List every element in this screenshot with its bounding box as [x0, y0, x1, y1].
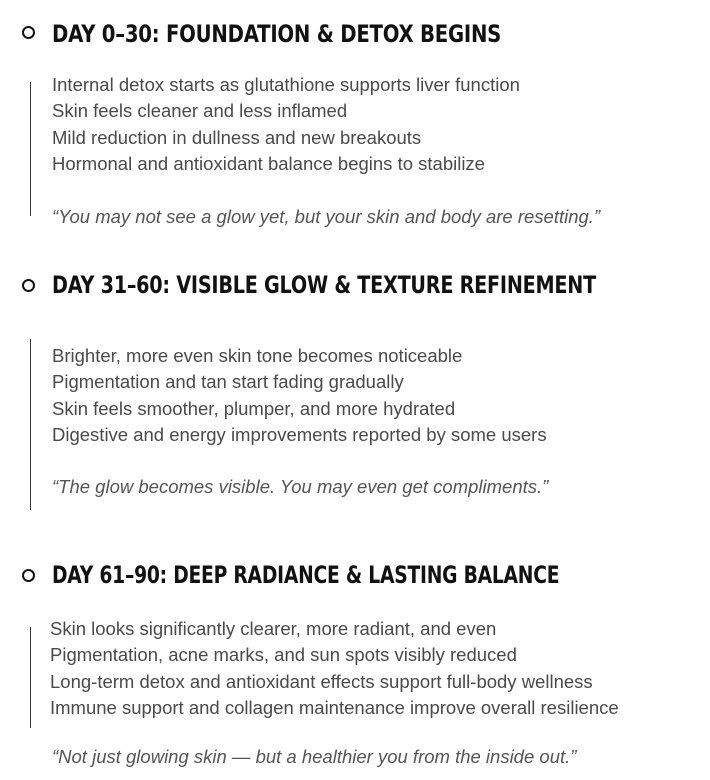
phase-quote: “Not just glowing skin — but a healthier you from the inside out.” — [52, 746, 577, 767]
phase-title: DAY 31–60: VISIBLE GLOW & TEXTURE REFINEMENT — [52, 271, 596, 299]
phase-benefit-list — [52, 343, 547, 448]
phase-title: DAY 61–90: DEEP RADIANCE & LASTING BALANCE — [52, 561, 560, 589]
phase-benefit-list — [52, 72, 520, 177]
benefit-item: Long-term detox and antioxidant effects support full-body wellness — [50, 670, 593, 692]
benefit-item: Skin feels smoother, plumper, and more hydrated — [52, 397, 456, 419]
phase-quote: “The glow becomes visible. You may even get compliments.” — [52, 476, 549, 497]
phase-title: DAY 0–30: FOUNDATION & DETOX BEGINS — [52, 20, 502, 48]
benefit-item: Mild reduction in dullness and new breakouts — [52, 126, 422, 148]
benefit-item: Pigmentation, acne marks, and sun spots visibly reduced — [50, 644, 517, 666]
timeline-circle-icon — [22, 279, 35, 292]
benefit-item: Hormonal and antioxidant balance begins to stabilize — [52, 152, 485, 174]
timeline-circle-icon — [22, 26, 35, 39]
benefit-item: Skin looks significantly clearer, more radiant, and even — [50, 618, 497, 639]
timeline-rail — [30, 339, 31, 510]
benefit-item: Immune support and collagen maintenance improve overall resilience — [50, 696, 619, 718]
timeline-rail — [30, 627, 31, 728]
timeline-rail — [30, 82, 31, 216]
benefit-item: Pigmentation and tan start fading gradually — [52, 371, 404, 393]
benefit-item: Internal detox starts as glutathione supports liver function — [52, 74, 520, 95]
phase-quote: “You may not see a glow yet, but your skin and body are resetting.” — [52, 206, 601, 227]
benefit-item: Brighter, more even skin tone becomes noticeable — [52, 345, 463, 366]
benefit-item: Digestive and energy improvements reported by some users — [52, 423, 547, 445]
benefit-item: Skin feels cleaner and less inflamed — [52, 100, 348, 122]
phase-benefit-list — [50, 616, 619, 721]
timeline-circle-icon — [22, 569, 35, 582]
